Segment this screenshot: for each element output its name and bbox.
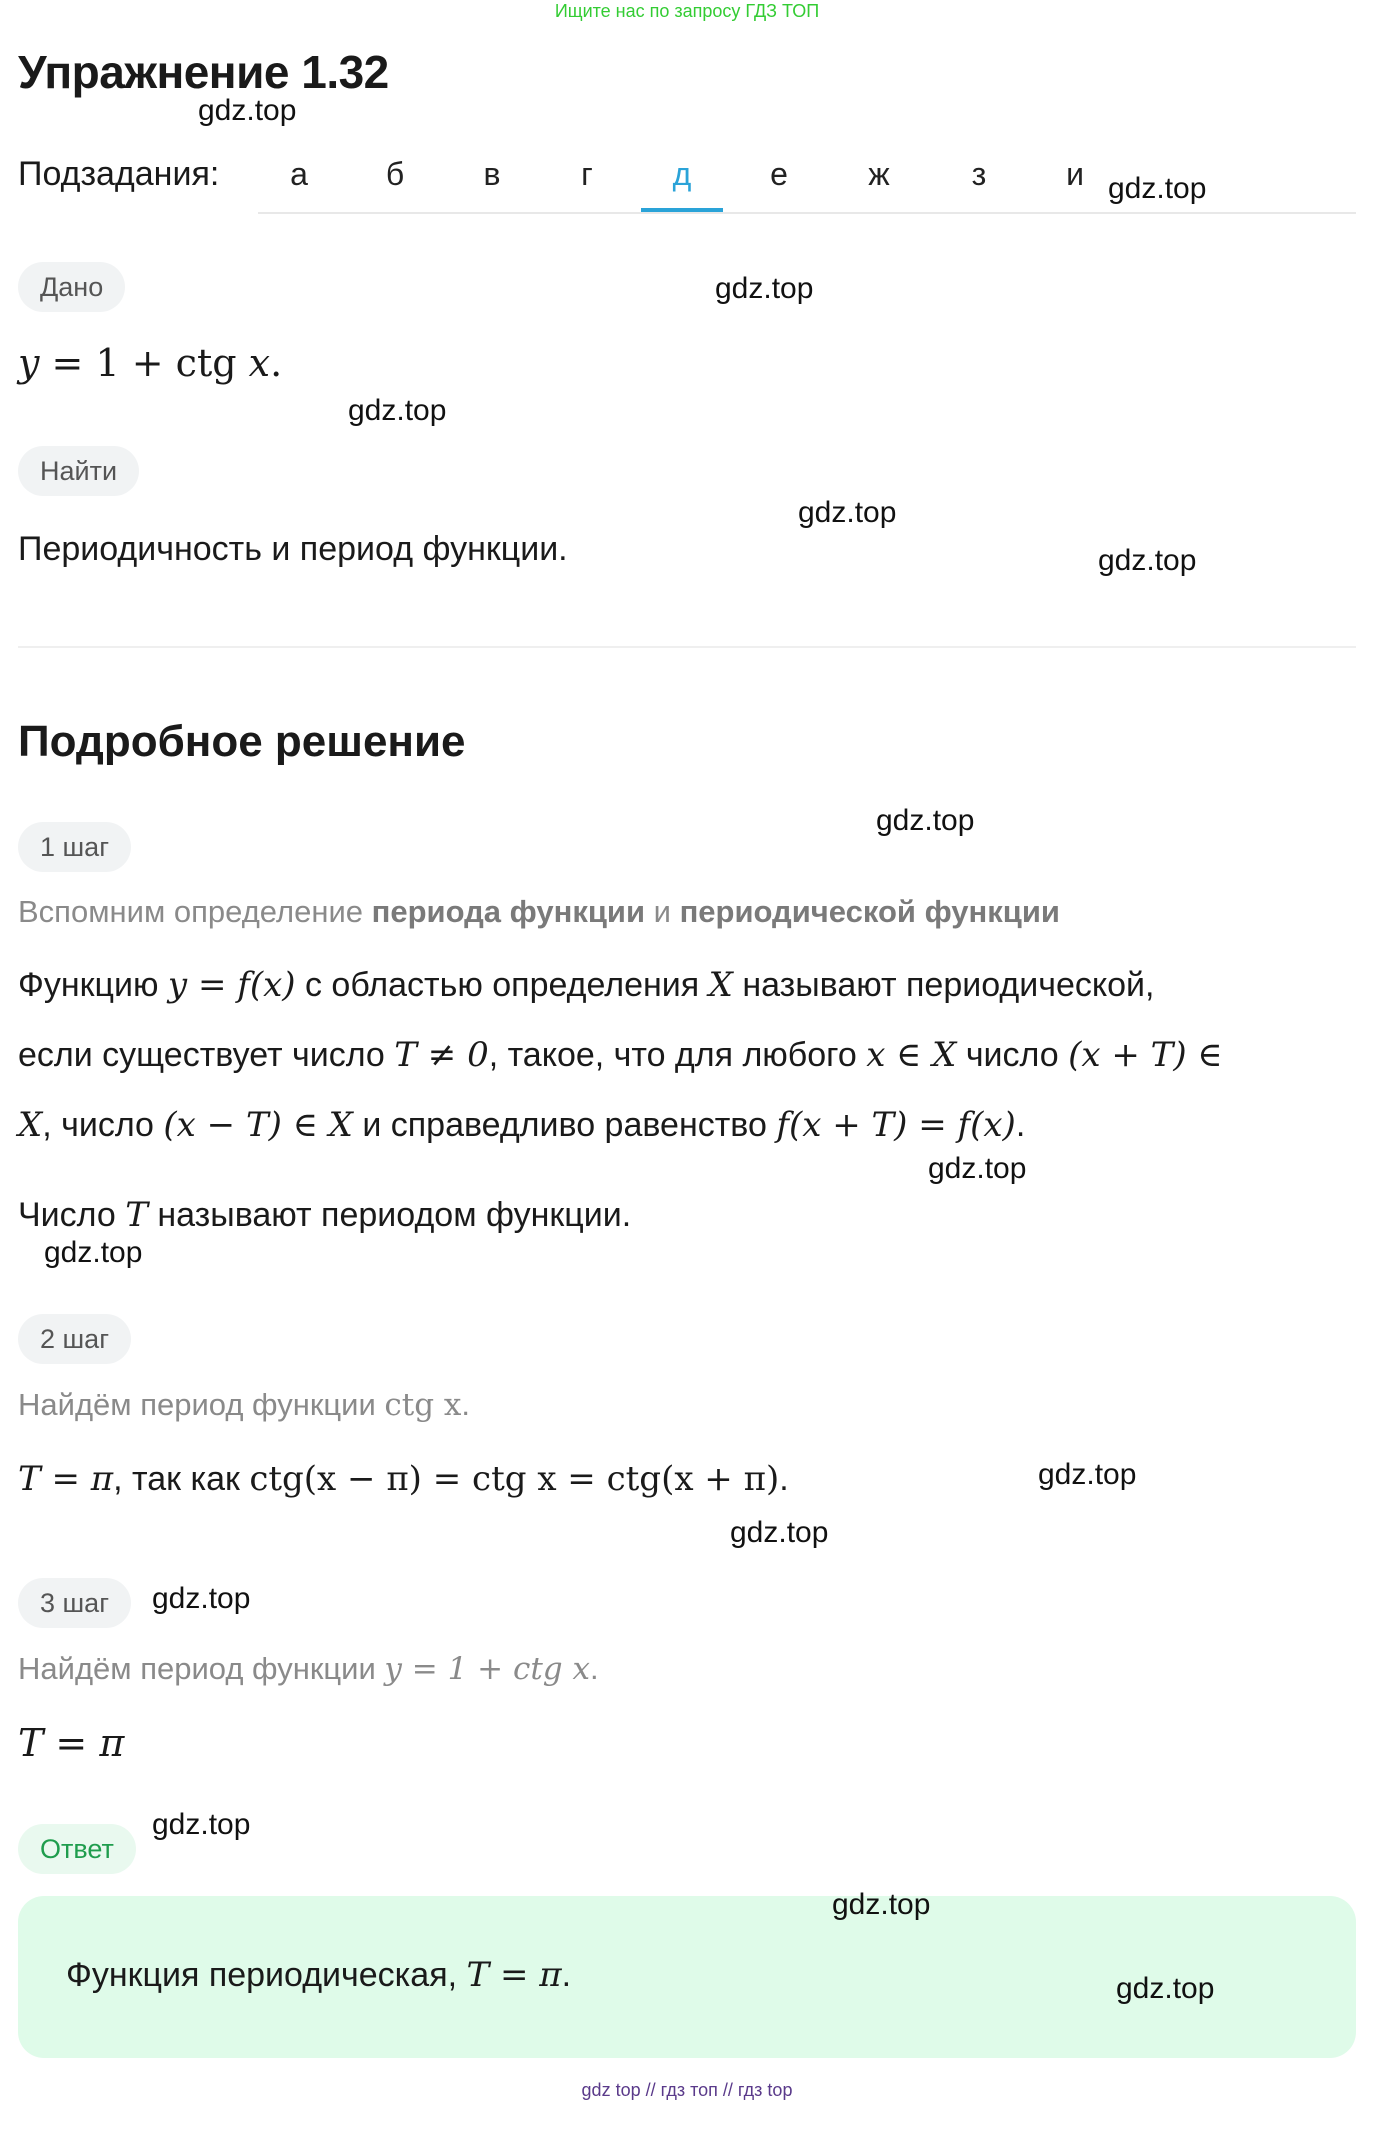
step3-pill: 3 шаг <box>18 1578 131 1628</box>
top-banner: Ищите нас по запросу ГДЗ ТОП <box>554 1 820 21</box>
watermark: gdz.top <box>715 272 814 305</box>
watermark: gdz.top <box>730 1516 829 1549</box>
step3-line: T = π <box>18 1721 125 1765</box>
watermark: gdz.top <box>1098 544 1197 577</box>
step3-hint: Найдём период функции y = 1 + ctg x. <box>18 1651 599 1687</box>
tab-v[interactable]: в <box>483 156 501 192</box>
step1-line1: Функцию y = f(x) с областью определения X называют периодической, <box>18 965 1155 1005</box>
tab-b[interactable]: б <box>385 156 405 192</box>
step2-line: T = π, так как ctg(x − π) = ctg x = ctg(x + π). <box>18 1459 789 1499</box>
tab-i[interactable]: и <box>1066 156 1084 192</box>
watermark: gdz.top <box>832 1888 931 1921</box>
watermark: gdz.top <box>798 496 897 529</box>
watermark: gdz.top <box>152 1582 251 1615</box>
step1-line3: X, число (x − T) ∈ X и справедливо равенство f(x + T) = f(x). <box>18 1105 1026 1145</box>
given-formula: y = 1 + ctg x. <box>18 341 283 385</box>
tab-d[interactable]: д <box>641 152 723 212</box>
watermark: gdz.top <box>1116 1972 1215 2005</box>
answer-pill: Ответ <box>18 1824 136 1874</box>
step2-hint: Найдём период функции ctg x. <box>18 1387 471 1423</box>
watermark: gdz.top <box>152 1808 251 1841</box>
find-pill: Найти <box>18 446 139 496</box>
watermark: gdz.top <box>198 94 297 127</box>
watermark: gdz.top <box>1038 1458 1137 1491</box>
tab-g[interactable]: г <box>581 156 593 192</box>
step1-pill: 1 шаг <box>18 822 131 872</box>
watermark: gdz.top <box>928 1152 1027 1185</box>
tab-zh[interactable]: ж <box>868 156 890 192</box>
divider <box>18 646 1356 648</box>
answer-text: Функция периодическая, T = π. <box>66 1955 572 1995</box>
page-title: Упражнение 1.32 <box>18 46 389 98</box>
tab-e[interactable]: е <box>770 156 788 192</box>
solution-title: Подробное решение <box>18 717 466 766</box>
watermark: gdz.top <box>44 1236 143 1269</box>
step1-hint: Вспомним определение периода функции и периодической функции <box>18 894 1060 929</box>
step2-pill: 2 шаг <box>18 1314 131 1364</box>
step1-line4: Число T называют периодом функции. <box>18 1195 632 1235</box>
watermark: gdz.top <box>1108 172 1207 205</box>
tab-a[interactable]: а <box>290 156 308 192</box>
watermark: gdz.top <box>348 394 447 427</box>
find-text: Периодичность и период функции. <box>18 530 568 568</box>
subtasks-label: Подзадания: <box>18 155 220 193</box>
tab-z[interactable]: з <box>971 156 987 192</box>
footer: gdz top // гдз топ // гдз top <box>581 2080 793 2100</box>
step1-line2: если существует число T ≠ 0, такое, что для любого x ∈ X число (x + T) ∈ <box>18 1035 1223 1075</box>
given-pill: Дано <box>18 262 125 312</box>
watermark: gdz.top <box>876 804 975 837</box>
